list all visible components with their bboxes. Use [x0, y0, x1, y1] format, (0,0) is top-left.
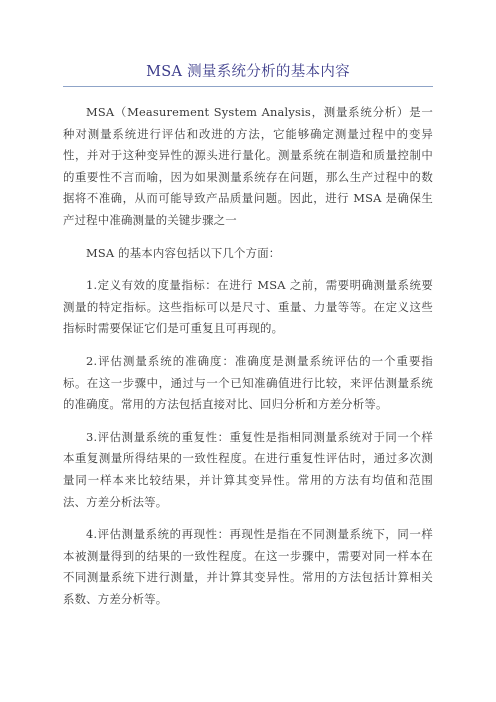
- paragraph-item-1: 1.定义有效的度量指标：在进行 MSA 之前，需要明确测量系统要测量的特定指标。这些指标可以是尺寸、重量、力量等等。在定义这些指标时需要保证它们是可重复且可再现的。: [63, 278, 433, 336]
- paragraph-item-3: 3.评估测量系统的重复性：重复性是指相同测量系统对于同一个样本重复测量所得结果的一致性程度。在进行重复性评估时，通过多次测量同一样本来比较结果，并计算其变异性。常用的方法有均值和范围法、方差分析法等。: [63, 429, 433, 509]
- document-body: [63, 102, 433, 610]
- paragraph-item-2: 2.评估测量系统的准确度：准确度是测量系统评估的一个重要指标。在这一步骤中，通过与一个已知准确值进行比较，来评估测量系统的准确度。常用的方法包括直接对比、回归分析和方差分析等。: [63, 353, 433, 412]
- paragraph-item-4: 4.评估测量系统的再现性：再现性是指在不同测量系统下，同一样本被测量得到的结果的一致性程度。在这一步骤中，需要对同一样本在不同测量系统下进行测量，并计算其变异性。常用的方法包括计算相关系数、方差分析等。: [63, 527, 433, 606]
- paragraph-intro: MSA（Measurement System Analysis，测量系统分析）是一种对测量系统进行评估和改进的方法，它能够确定测量过程中的变异性，并对于这种变异性的源头进行量化。测量系统在制造和质量控制中的重要性不言而喻，因为如果测量系统存在问题，那么生产过程中的数据将不准确，从而可能导致产品质量问题。因此，进行 MSA 是确保生产过程中准确测量的关键步骤之一: [63, 105, 433, 227]
- paragraph-contents-lead: MSA 的基本内容包括以下几个方面：: [86, 245, 281, 260]
- document-title: MSA 测量系统分析的基本内容: [146, 64, 350, 80]
- title-divider: [63, 86, 433, 87]
